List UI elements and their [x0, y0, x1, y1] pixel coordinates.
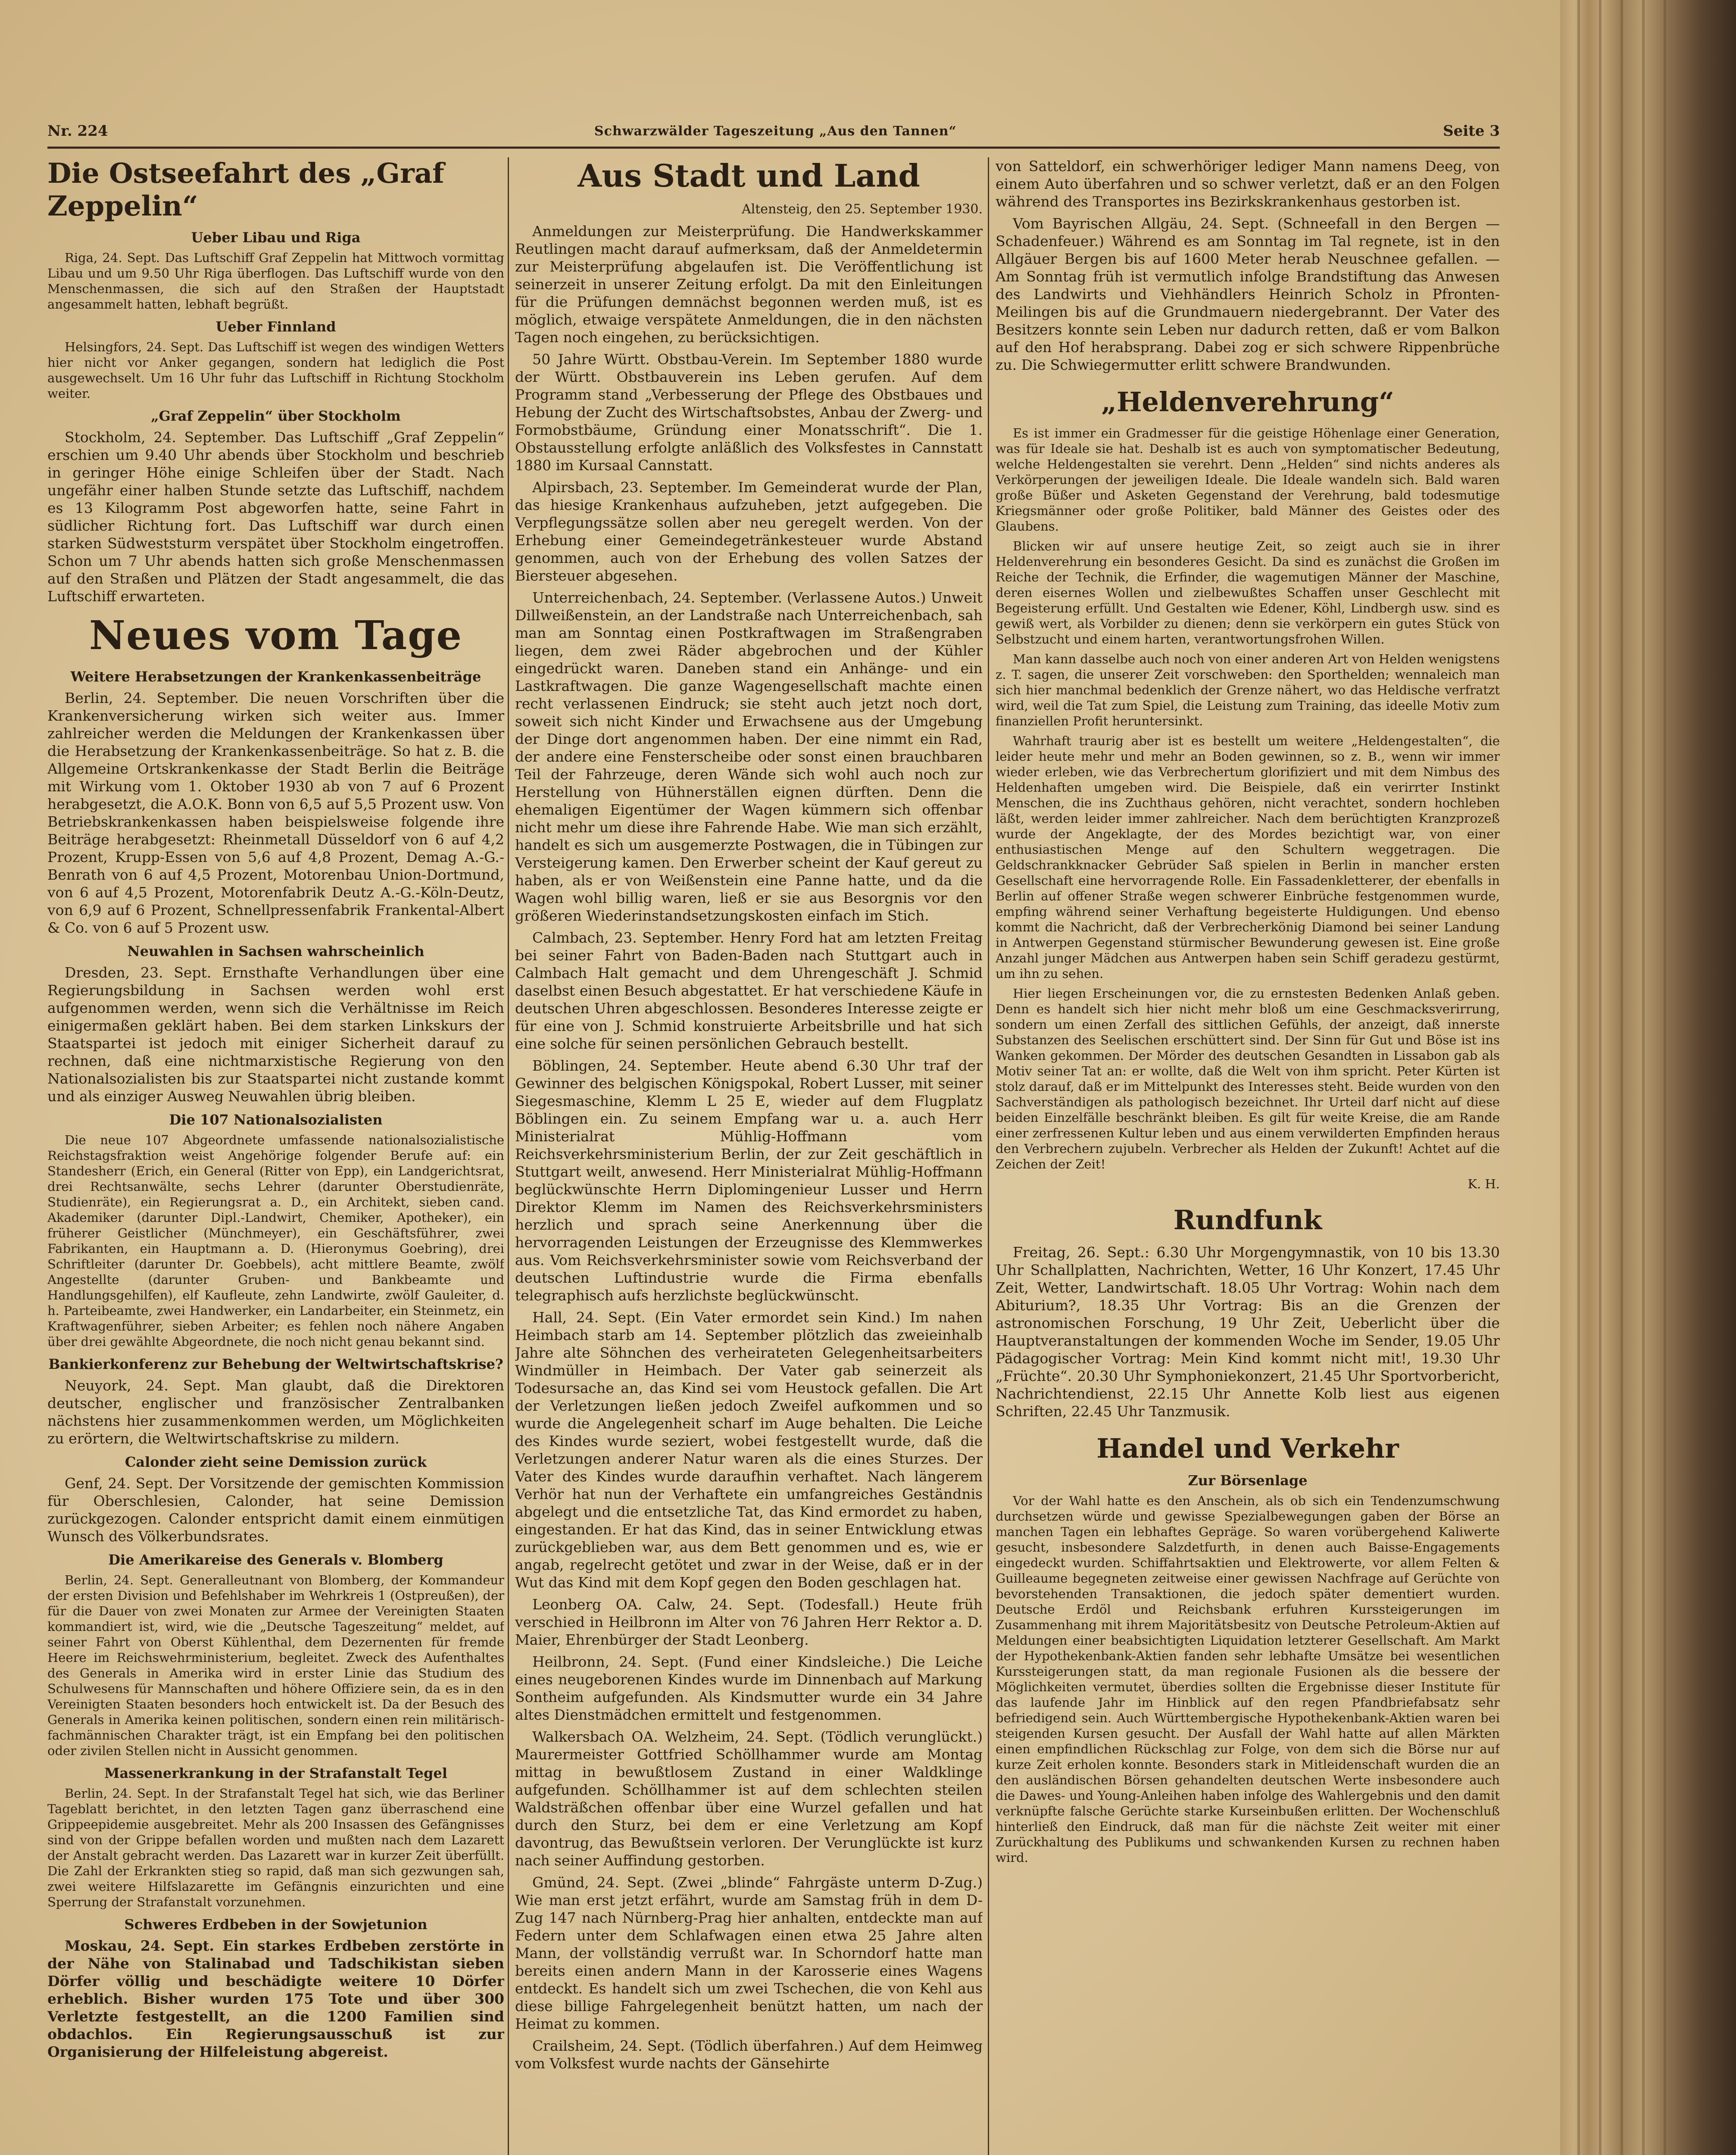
article-paragraph: Die neue 107 Abgeordnete umfassende nationalsozialistische Reichstagsfraktion weist Angehörige folgender Berufe auf: ein Standesherr (Erich, ein General (Ritter von Epp), ein Landgerichtsrat, drei Rechtsanwälte, sechs Lehrer (darunter Oberstudienräte, Studienräte), ein Regierungsrat a. D., ein Architekt, sieben cand. Akademiker (darunter Dipl.-Landwirt, Chemiker, Apotheker), ein früherer Geistlicher (Münchmeyer), ein Geschäftsführer, zwei Fabrikanten, ein Hauptmann a. D. (Hieronymus Goebring), drei Schriftleiter (darunter Dr. Goebbels), acht mittlere Beamte, zwölf Angestellte (darunter Gruben- und Bankbeamte und Handlungsgehilfen), elf Kaufleute, zehn Landwirte, zwölf Gauleiter, d. h. Parteibeamte, zwei Handwerker, ein Landarbeiter, ein Steinmetz, ein Kraftwagenführer, sieben Arbeiter; es fehlen noch nähere Angaben über drei gewählte Abgeordnete, die noch nicht genau bekannt sind.: [47, 1133, 504, 1349]
article-paragraph: Helsingfors, 24. Sept. Das Luftschiff ist wegen des windigen Wetters hier nicht vor Anker gegangen, sondern hat lediglich die Post ausgewechselt. Um 16 Uhr fuhr das Luftschiff in Richtung Stockholm weiter.: [47, 340, 504, 401]
page-edge: [1642, 0, 1645, 2155]
section-headline: Aus Stadt und Land: [578, 157, 920, 194]
dateline: Altensteig, den 25. September 1930.: [741, 202, 983, 217]
subheading: Die Amerikareise des Generals v. Blomberg: [108, 1552, 443, 1568]
subheading: Schweres Erdbeben in der Sowjetunion: [124, 1916, 428, 1933]
article-paragraph: Berlin, 24. Sept. In der Strafanstalt Tegel hat sich, wie das Berliner Tageblatt berichtet, in den letzten Tagen ganz überraschend eine Grippeepidemie ausgebreitet. Mehr als 200 Insassen des Gefängnisses sind von der Grippe befallen worden und mußten nach dem Lazarett der Anstalt gebracht werden. Das Lazarett war in kurzer Zeit überfüllt. Die Zahl der Erkrankten stieg so rapid, daß man sich gezwungen sah, zwei weitere Hilfslazarette im Gefängnis einzurichten und eine Sperrung der Strafanstalt vorzunehmen.: [47, 1786, 504, 1909]
book-spine: [1560, 0, 1736, 2155]
article-paragraph: Wahrhaft traurig aber ist es bestellt um weitere „Heldengestalten“, die leider heute mehr und mehr an Boden gewinnen, so z. B., wenn wir immer wieder erleben, wie das Verbrechertum glorifiziert und mit dem Nimbus des Heldenhaften umgeben wird. Die Beispiele, daß ein verirrter Instinkt Menschen, die ins Zuchthaus gehören, nicht verachtet, sondern hochleben läßt, werden leider immer zahlreicher. Nach dem berüchtigten Kranzprozeß wurde der Angeklagte, der des Mordes bezichtigt war, von einer enthusiastischen Menge auf den Schultern weggetragen. Die Geldschrankknacker Gebrüder Saß spielen in Berlin in mancher ersten Gesellschaft eine hervorragende Rolle. Ein Fassadenkletterer, der ebenfalls in Berlin auf offener Straße wegen schwerer Einbrüche festgenommen wurde, empfing während seiner Verhaftung begeisterte Huldigungen. Und ebenso kommt die Nachricht, daß der Verbrecherkönig Diamond bei seiner Landung in Antwerpen Gegenstand stürmischer Bewunderung gewesen ist. Eine große Anzahl junger Mädchen aus Antwerpen haben sein Schiff geradezu gestürmt, um ihn zu sehen.: [996, 734, 1500, 981]
page-edge: [1577, 0, 1580, 2155]
subheading: Bankierkonferenz zur Behebung der Weltwirtschaftskrise?: [48, 1356, 503, 1372]
page-number: Seite 3: [1443, 122, 1500, 140]
column-rule: [508, 157, 509, 2155]
section-headline: Handel und Verkehr: [1096, 1433, 1399, 1464]
article-paragraph: Leonberg OA. Calw, 24. Sept. (Todesfall.) Heute früh verschied in Heilbronn im Alter von 76 Jahren Herr Rektor a. D. Maier, Ehrenbürger der Stadt Leonberg.: [515, 1596, 983, 1648]
article-paragraph: Stockholm, 24. September. Das Luftschiff „Graf Zeppelin“ erschien um 9.40 Uhr abends über Stockholm und beschrieb in geringer Höhe einige Schleifen über der Stadt. Nach ungefähr einer halben Stunde setzte das Luftschiff, nachdem es 13 Kilogramm Post abgeworfen hatte, seine Fahrt in südlicher Richtung fort. Das Luftschiff war durch einen starken Südweststurm verspätet über Stockholm eingetroffen. Schon um 7 Uhr abends hatten sich große Menschenmassen auf den Straßen und Plätzen der Stadt angesammelt, die das Luftschiff erwarteten.: [47, 429, 504, 605]
article-paragraph: Dresden, 23. Sept. Ernsthafte Verhandlungen über eine Regierungsbildung in Sachsen werden wohl erst aufgenommen werden, wenn sich die Verhältnisse im Reich einigermaßen geklärt haben. Bei dem starken Linkskurs der Staatspartei ist jedoch mit einiger Sicherheit darauf zu rechnen, daß eine nichtmarxistische Regierung von den Nationalsozialisten bis zur Staatspartei nicht zustande kommt und als einziger Ausweg Neuwahlen übrig bleiben.: [47, 964, 504, 1105]
article-paragraph: Riga, 24. Sept. Das Luftschiff Graf Zeppelin hat Mittwoch vormittag Libau und um 9.50 Uhr Riga überflogen. Das Luftschiff wurde von den Menschenmassen, die sich auf den Straßen der Hauptstadt angesammelt hatten, lebhaft begrüßt.: [47, 250, 504, 312]
subheading: Ueber Finnland: [215, 319, 336, 335]
article-paragraph: Man kann dasselbe auch noch von einer anderen Art von Helden wenigstens z. T. sagen, die unserer Zeit vorschweben: den Sporthelden; wennaleich man sich hier manchmal bedenklich der Grenze nähert, wo das Heldische verfratzt wird, weil die Tat zum Spiel, die Leistung zum Training, das ideelle Motiv zum finanziellen Profit heruntersinkt.: [996, 652, 1500, 728]
page-edge: [1599, 0, 1602, 2155]
article-paragraph: Crailsheim, 24. Sept. (Tödlich überfahren.) Auf dem Heimweg vom Volksfest wurde nachts der Gänsehirte: [515, 2037, 983, 2072]
subheading: Weitere Herabsetzungen der Krankenkassenbeiträge: [70, 668, 481, 685]
article-paragraph: Freitag, 26. Sept.: 6.30 Uhr Morgengymnastik, von 10 bis 13.30 Uhr Schallplatten, Nachrichten, Wetter, 16 Uhr Konzert, 17.45 Uhr Zeit, Wetter, Landwirtschaft. 18.05 Uhr Vortrag: Wohin nach dem Abiturium?, 18.35 Uhr Vortrag: Bis an die Grenzen der astronomischen Forschung, 19 Uhr Zeit, Ueberlicht über die Hauptveranstaltungen der kommenden Woche im Sender, 19.05 Uhr Pädagogischer Vortrag: Mein Kind kommt nicht mit!, 19.30 Uhr „Früchte“. 20.30 Uhr Symphoniekonzert, 21.45 Uhr Sportvorbericht, Nachrichtendienst, 22.15 Uhr Annette Kolb liest aus eigenen Schriften, 22.45 Uhr Tanzmusik.: [996, 1244, 1500, 1420]
paper-title: Schwarzwälder Tageszeitung „Aus den Tannen“: [594, 123, 957, 139]
article-paragraph: Es ist immer ein Gradmesser für die geistige Höhenlage einer Generation, was für Ideale sie hat. Deshalb ist es auch von symptomatischer Bedeutung, welche Heldengestalten sie verehrt. Denn „Helden“ sind nichts anderes als Verkörperungen der jeweiligen Ideale. Die Ideale wandeln sich. Bald waren große Büßer und Asketen Gegenstand der Verehrung, bald todesmutige Kriegsmänner oder große Politiker, bald Männer des Geistes oder des Glaubens.: [996, 426, 1500, 534]
article-paragraph: Hall, 24. Sept. (Ein Vater ermordet sein Kind.) Im nahen Heimbach starb am 14. September plötzlich das zweieinhalb Jahre alte Söhnchen des verheirateten Gelegenheitsarbeiters Windmüller in Heimbach. Der Vater gab seinerzeit als Todesursache an, das Kind sei vom Heustock gefallen. Die Art der Verletzungen ließen jedoch Zweifel aufkommen und so wurde die Angelegenheit scharf im Auge behalten. Die Leiche des Kindes wurde seziert, wobei festgestellt wurde, daß die Verletzungen anderer Natur waren als die eines Sturzes. Der Vater des Kindes wurde daraufhin verhaftet. Nach längerem Verhör hat nun der Verhaftete ein umfangreiches Geständnis abgelegt und die entsetzliche Tat, das Kind ermordet zu haben, eingestanden. Er hat das Kind, das in seiner Entwicklung etwas zurückgeblieben war, aus dem Bett genommen und es, wie er angab, regelrecht getötet und zwar in der Weise, daß er in der Wut das Kind mit dem Kopf gegen den Boden geschlagen hat.: [515, 1309, 983, 1591]
column-middle: [515, 157, 983, 2155]
subheading: Ueber Libau und Riga: [191, 229, 361, 246]
column-rule: [988, 157, 989, 2155]
article-paragraph: Gmünd, 24. Sept. (Zwei „blinde“ Fahrgäste unterm D-Zug.) Wie man erst jetzt erfährt, wurde am Samstag früh in dem D-Zug 147 nach Nürnberg-Prag hier anhalten, entdeckte man auf Federn unter dem Schlafwagen einen etwa 25 Jahre alten Mann, der vollständig verrußt war. In Schorndorf hatte man bereits einen andern Mann in der Karosserie eines Wagens entdeckt. Es handelt sich um zwei Tschechen, die von Kehl aus diese billige Fahrgelegenheit benützt hatten, um nach der Heimat zu kommen.: [515, 1874, 983, 2032]
article-paragraph: Vor der Wahl hatte es den Anschein, als ob sich ein Tendenzumschwung durchsetzen würde und gewisse Spezialbewegungen gaben der Börse an manchen Tagen ein lebhaftes Gepräge. So waren vorübergehend Kaliwerte gesucht, insbesondere Salzdetfurth, in denen auch Baisse-Engagements eingedeckt wurden. Schiffahrtsaktien und Elektrowerte, vor allem Felten & Guilleaume begegneten zeitweise einer gewissen Nachfrage auf Gerüchte von bevorstehenden Transaktionen, die jedoch später dementiert wurden. Deutsche Erdöl und Reichsbank erfuhren Kurssteigerungen im Zusammenhang mit ihrem Majoritätsbesitz von Deutsche Petroleum-Aktien auf Meldungen einer beabsichtigten Liquidation letzterer Gesellschaft. Am Markt der Hypothekenbank-Aktien fanden sehr lebhafte Umsätze bei wesentlichen Kurssteigerungen statt, da man regionale Fusionen als die bessere der Möglichkeiten vermutet, überdies sollten die Ergebnisse dieser Institute für das laufende Jahr im Hinblick auf den regen Pfandbriefabsatz sehr befriedigend sein. Auch Württembergische Hypothekenbank-Aktien waren bei steigenden Kursen gesucht. Der Ausfall der Wahl hatte auf allen Märkten einen empfindlichen Rückschlag zur Folge, von dem sich die Börse nur auf kurze Zeit erholen konnte. Besonders stark in Mitleidenschaft wurden die an den ausländischen Börsen gehandelten deutschen Werte insbesondere auch die Dawes- und Young-Anleihen haben infolge des Wahlergebnis und den damit verknüpfte falsche Gerüchte starke Kurseinbußen erlitten. Der Wochenschluß hinterließ den Eindruck, daß man für die nächste Zeit weiter mit einer Zurückhaltung des Publikums und schwankenden Kursen zu rechnen haben wird.: [996, 1493, 1500, 1865]
article-paragraph: Calmbach, 23. September. Henry Ford hat am letzten Freitag bei seiner Fahrt von Baden-Baden nach Stuttgart auch in Calmbach Halt gemacht und dem Uhrengeschäft J. Schmid daselbst einen Besuch abgestattet. Er hat verschiedene Käufe in deutschen Uhren abgeschlossen. Besonderes Interesse zeigte er für eine von J. Schmid konstruierte Arbeitsbrille und hat sich eine solche für seinen persönlichen Gebrauch bestellt.: [515, 929, 983, 1052]
section-headline: Rundfunk: [1173, 1204, 1322, 1236]
article-headline: Die Ostseefahrt des „Graf Zeppelin“: [47, 157, 444, 222]
article-paragraph: Vom Bayrischen Allgäu, 24. Sept. (Schneefall in den Bergen — Schadenfeuer.) Während es am Sonntag im Tal regnete, ist in den Allgäuer Bergen bis auf 1600 Meter herab Neuschnee gefallen. — Am Sonntag früh ist vermutlich infolge Brandstiftung das Anwesen des Landwirts und Viehhändlers Heinrich Scholz in Pfronten-Meilingen bis auf die Grundmauern niedergebrannt. Der Vater des Besitzers konnte sein Leben nur dadurch retten, daß er vom Balkon auf den Hof herabsprang. Dabei zog er sich schwere Rippenbrüche zu. Die Schwiegermutter erlitt schwere Brandwunden.: [996, 215, 1500, 373]
subheading: Zur Börsenlage: [1188, 1472, 1308, 1489]
article-paragraph: Berlin, 24. September. Die neuen Vorschriften über die Krankenversicherung wirken sich weiter aus. Immer zahlreicher werden die Meldungen der Krankenkassen über die Herabsetzung der Krankenkassenbeiträge. So hat z. B. die Allgemeine Ortskrankenkasse der Stadt Berlin die Beiträge mit Wirkung vom 1. Oktober 1930 ab von 7 auf 6 Prozent herabgesetzt, die A.O.K. Bonn von 6,5 auf 5,5 Prozent usw. Von Betriebskrankenkassen haben beispielsweise folgende ihre Beiträge herabgesetzt: Rheinmetall Düsseldorf von 6 auf 4,2 Prozent, Krupp-Essen von 5,6 auf 4,8 Prozent, Demag A.-G.-Benrath von 6 auf 4,5 Prozent, Motorenbau Union-Dortmund, von 6 auf 4,5 Prozent, Motorenfabrik Deutz A.-G.-Köln-Deutz, von 6,9 auf 6 Prozent, Schnellpressenfabrik Frankental-Albert & Co. von 6 auf 5 Prozent usw.: [47, 690, 504, 936]
subheading: Calonder zieht seine Demission zurück: [125, 1454, 427, 1470]
subheading: Die 107 Nationalsozialisten: [169, 1112, 383, 1128]
issue-number: Nr. 224: [47, 122, 108, 140]
article-paragraph: Anmeldungen zur Meisterprüfung. Die Handwerkskammer Reutlingen macht darauf aufmerksam, daß der Anmeldetermin zur Meisterprüfung abgelaufen ist. Die Veröffentlichung ist seinerzeit in unserer Zeitung erfolgt. Da mit den Einleitungen für die Prüfungen demnächst begonnen werden muß, ist es möglich, etwaige verspätete Anmeldungen, die in den nächsten Tagen noch eingehen, zu berücksichtigen.: [515, 223, 983, 346]
article-paragraph: Neuyork, 24. Sept. Man glaubt, daß die Direktoren deutscher, englischer und französischer Zentralbanken nächstens hier zusammenkommen werden, um Möglichkeiten zu erörtern, die Weltwirtschaftskrise zu mildern.: [47, 1377, 504, 1447]
article-paragraph: Heilbronn, 24. Sept. (Fund einer Kindsleiche.) Die Leiche eines neugeborenen Kindes wurde im Dinnenbach auf Markung Sontheim aufgefunden. Als Kindsmutter wurde ein 34 Jahre altes Dienstmädchen ermittelt und festgenommen.: [515, 1653, 983, 1723]
subheading: „Graf Zeppelin“ über Stockholm: [151, 408, 401, 424]
subheading: Neuwahlen in Sachsen wahrscheinlich: [127, 943, 425, 959]
page-edge: [1664, 0, 1666, 2155]
article-paragraph: Unterreichenbach, 24. September. (Verlassene Autos.) Unweit Dillweißenstein, an der Landstraße nach Unterreichenbach, sah man am Sonntag einen Postkraftwagen im Straßengraben liegen, dem zwei Räder abgebrochen und der Kühler eingedrückt waren. Daneben stand ein Anhänge- und ein Lastkraftwagen. Die ganze Wagengesellschaft machte einen recht verlassenen Eindruck; sie steht auch jetzt noch dort, soweit sich nicht Kinder und Erwachsene aus der Umgebung der Dinge dort angenommen haben. Der eine nimmt ein Rad, der andere eine Fensterscheibe oder sonst einen brauchbaren Teil der Fahrzeuge, deren Wände sich wohl auch noch zur Herstellung von Hühnerställen eignen dürften. Denn die ehemaligen Eigentümer der Wagen kümmern sich offenbar nicht mehr um diese ihre Fahrende Habe. Wie man sich erzählt, handelt es sich um ausgemerzte Postwagen, die in Tübingen zur Versteigerung kamen. Den Erwerber scheint der Kauf gereut zu haben, als er von Weißenstein eine Panne hatte, und da die Wagen wohl billig waren, ließ er sie aus Besorgnis vor den größeren Wiederinstandsetzungskosten einfach im Stich.: [515, 589, 983, 924]
article-paragraph: Berlin, 24. Sept. Generalleutnant von Blomberg, der Kommandeur der ersten Division und Befehlshaber im Wehrkreis 1 (Ostpreußen), der für die Dauer von zwei Monaten zur Armee der Vereinigten Staaten kommandiert ist, wird, wie die „Deutsche Tageszeitung“ meldet, auf seiner Fahrt von Oberst Kühlenthal, dem Dezernenten für fremde Heere im Reichswehrministerium, begleitet. Zweck des Aufenthaltes des Generals in Amerika wird in erster Linie das Studium des Schulwesens für Mannschaften und höhere Offiziere sein, da es in den Vereinigten Staaten besonders hoch entwickelt ist. Da der Besuch des Generals in Amerika keinen politischen, sondern einen rein militärisch-fachmännischen Charakter trägt, ist ein Empfang bei den politischen oder zivilen Stellen nicht in Aussicht genommen.: [47, 1573, 504, 1758]
column-right: [996, 157, 1500, 2155]
page-edge: [1620, 0, 1623, 2155]
article-paragraph: von Satteldorf, ein schwerhöriger lediger Mann namens Deeg, von einem Auto überfahren und so schwer verletzt, daß er an den Folgen während des Transportes ins Bezirkskrankenhaus gestorben ist.: [996, 158, 1500, 210]
article-paragraph: Hier liegen Erscheinungen vor, die zu ernstesten Bedenken Anlaß geben. Denn es handelt sich hier nicht mehr bloß um eine Geschmacksverirrung, sondern um einen Zerfall des sittlichen Gefühls, der anzeigt, daß innerste Substanzen des Seelischen erschüttert sind. Der Sinn für Gut und Böse ist ins Wanken gekommen. Der Mörder des deutschen Gesandten in Lissabon gab als Motiv seiner Tat an: er wollte, daß die Welt von ihm spricht. Peter Kürten ist stolz darauf, daß er im Mittelpunkt des Interesses steht. Beide wurden von den Sachverständigen als pathologisch bezeichnet. Ihr Urteil darf nicht auf diese beiden Einzelfälle beschränkt bleiben. Es gilt für weite Kreise, die am Rande einer zerfressenen Kultur leben und aus einem verwilderten Empfinden heraus den Verbrechern zujubeln. Verbrecher als Helden der Zukunft! Achtet auf die Zeichen der Zeit!: [996, 986, 1500, 1171]
column-left: [47, 157, 504, 2155]
article-paragraph: Moskau, 24. Sept. Ein starkes Erdbeben zerstörte in der Nähe von Stalinabad und Tadschikistan sieben Dörfer völlig und beschädigte weitere 10 Dörfer erheblich. Bisher wurden 175 Tote und über 300 Verletzte festgestellt, an die 1200 Familien sind obdachlos. Ein Regierungsausschuß ist zur Organisierung der Hilfeleistung abgereist.: [47, 1937, 504, 2060]
page-header: [47, 116, 1500, 149]
subheading: Massenerkrankung in der Strafanstalt Tegel: [104, 1765, 447, 1781]
author-signature: K. H.: [1467, 1177, 1500, 1191]
article-paragraph: Genf, 24. Sept. Der Vorsitzende der gemischten Kommission für Oberschlesien, Calonder, hat seine Demission zurückgezogen. Calonder entspricht damit einem einmütigen Wunsch des Völkerbundsrates.: [47, 1475, 504, 1545]
article-paragraph: Walkersbach OA. Welzheim, 24. Sept. (Tödlich verunglückt.) Maurermeister Gottfried Schöllhammer wurde am Montag mittag in bewußtlosem Zustand in einer Waldklinge aufgefunden. Schöllhammer ist auf dem schlechten steilen Waldsträßchen offenbar über eine Wurzel gefallen und hat durch den Sturz, bei dem er eine Verletzung am Kopf davontrug, das Bewußtsein verloren. Der Verunglückte ist kurz nach seiner Auffindung gestorben.: [515, 1728, 983, 1869]
article-paragraph: Alpirsbach, 23. September. Im Gemeinderat wurde der Plan, das hiesige Krankenhaus aufzuheben, jetzt aufgegeben. Die Verpflegungssätze sollen aber neu geregelt werden. Von der Erhebung einer Gemeindegetränkesteuer wurde Abstand genommen, auch von der Erhebung des vollen Satzes der Biersteuer abgesehen.: [515, 479, 983, 584]
section-headline: Neues vom Tage: [89, 612, 463, 659]
article-paragraph: 50 Jahre Württ. Obstbau-Verein. Im September 1880 wurde der Württ. Obstbauverein ins Leben gerufen. Auf dem Programm stand „Verbesserung der Pflege des Obstbaues und Hebung der Zucht des Wirtschaftsobstes, Anbau der Zwerg- und Formobstbäume, Gründung einer Monatsschrift“. Die 1. Obstausstellung erfolgte anläßlich des Volksfestes in Cannstatt 1880 im Kursaal Cannstatt.: [515, 351, 983, 474]
article-paragraph: Böblingen, 24. September. Heute abend 6.30 Uhr traf der Gewinner des belgischen Königspokal, Robert Lusser, mit seiner Siegesmaschine, Klemm L 25 E, wieder auf dem Flugplatz Böblingen ein. Zu seinem Empfang war u. a. auch Herr Ministerialrat Mühlig-Hoffmann vom Reichsverkehrsministerium Berlin, der zur Zeit geschäftlich in Stuttgart weilt, anwesend. Herr Ministerialrat Mühlig-Hoffmann beglückwünschte Herrn Diplomingenieur Lusser und Herrn Direktor Klemm im Namen des Reichsverkehrsministers herzlich und sprach seine Anerkennung über die hervorragenden Leistungen der Erzeugnisse des Klemmwerkes aus. Vom Reichsverkehrsminister sowie vom Reichsverband der deutschen Luftindustrie wurde die Firma ebenfalls telegraphisch aufs herzlichste beglückwünscht.: [515, 1057, 983, 1304]
section-headline: „Heldenverehrung“: [1101, 386, 1394, 418]
article-paragraph: Blicken wir auf unsere heutige Zeit, so zeigt auch sie in ihrer Heldenverehrung ein besonderes Gesicht. Da sind es zunächst die Großen im Reiche der Technik, die Erfinder, die wagemutigen Männer der Maschine, deren eisernes Wollen und zielbewußtes Schaffen unser Geschlecht mit Begeisterung erfüllt. Und Gestalten wie Edener, Köhl, Lindbergh usw. sind es gewiß wert, als Vorbilder zu dienen; denn sie verkörpern ein gutes Stück von Selbstzucht und einem harten, verantwortungsfrohen Willen.: [996, 539, 1500, 646]
